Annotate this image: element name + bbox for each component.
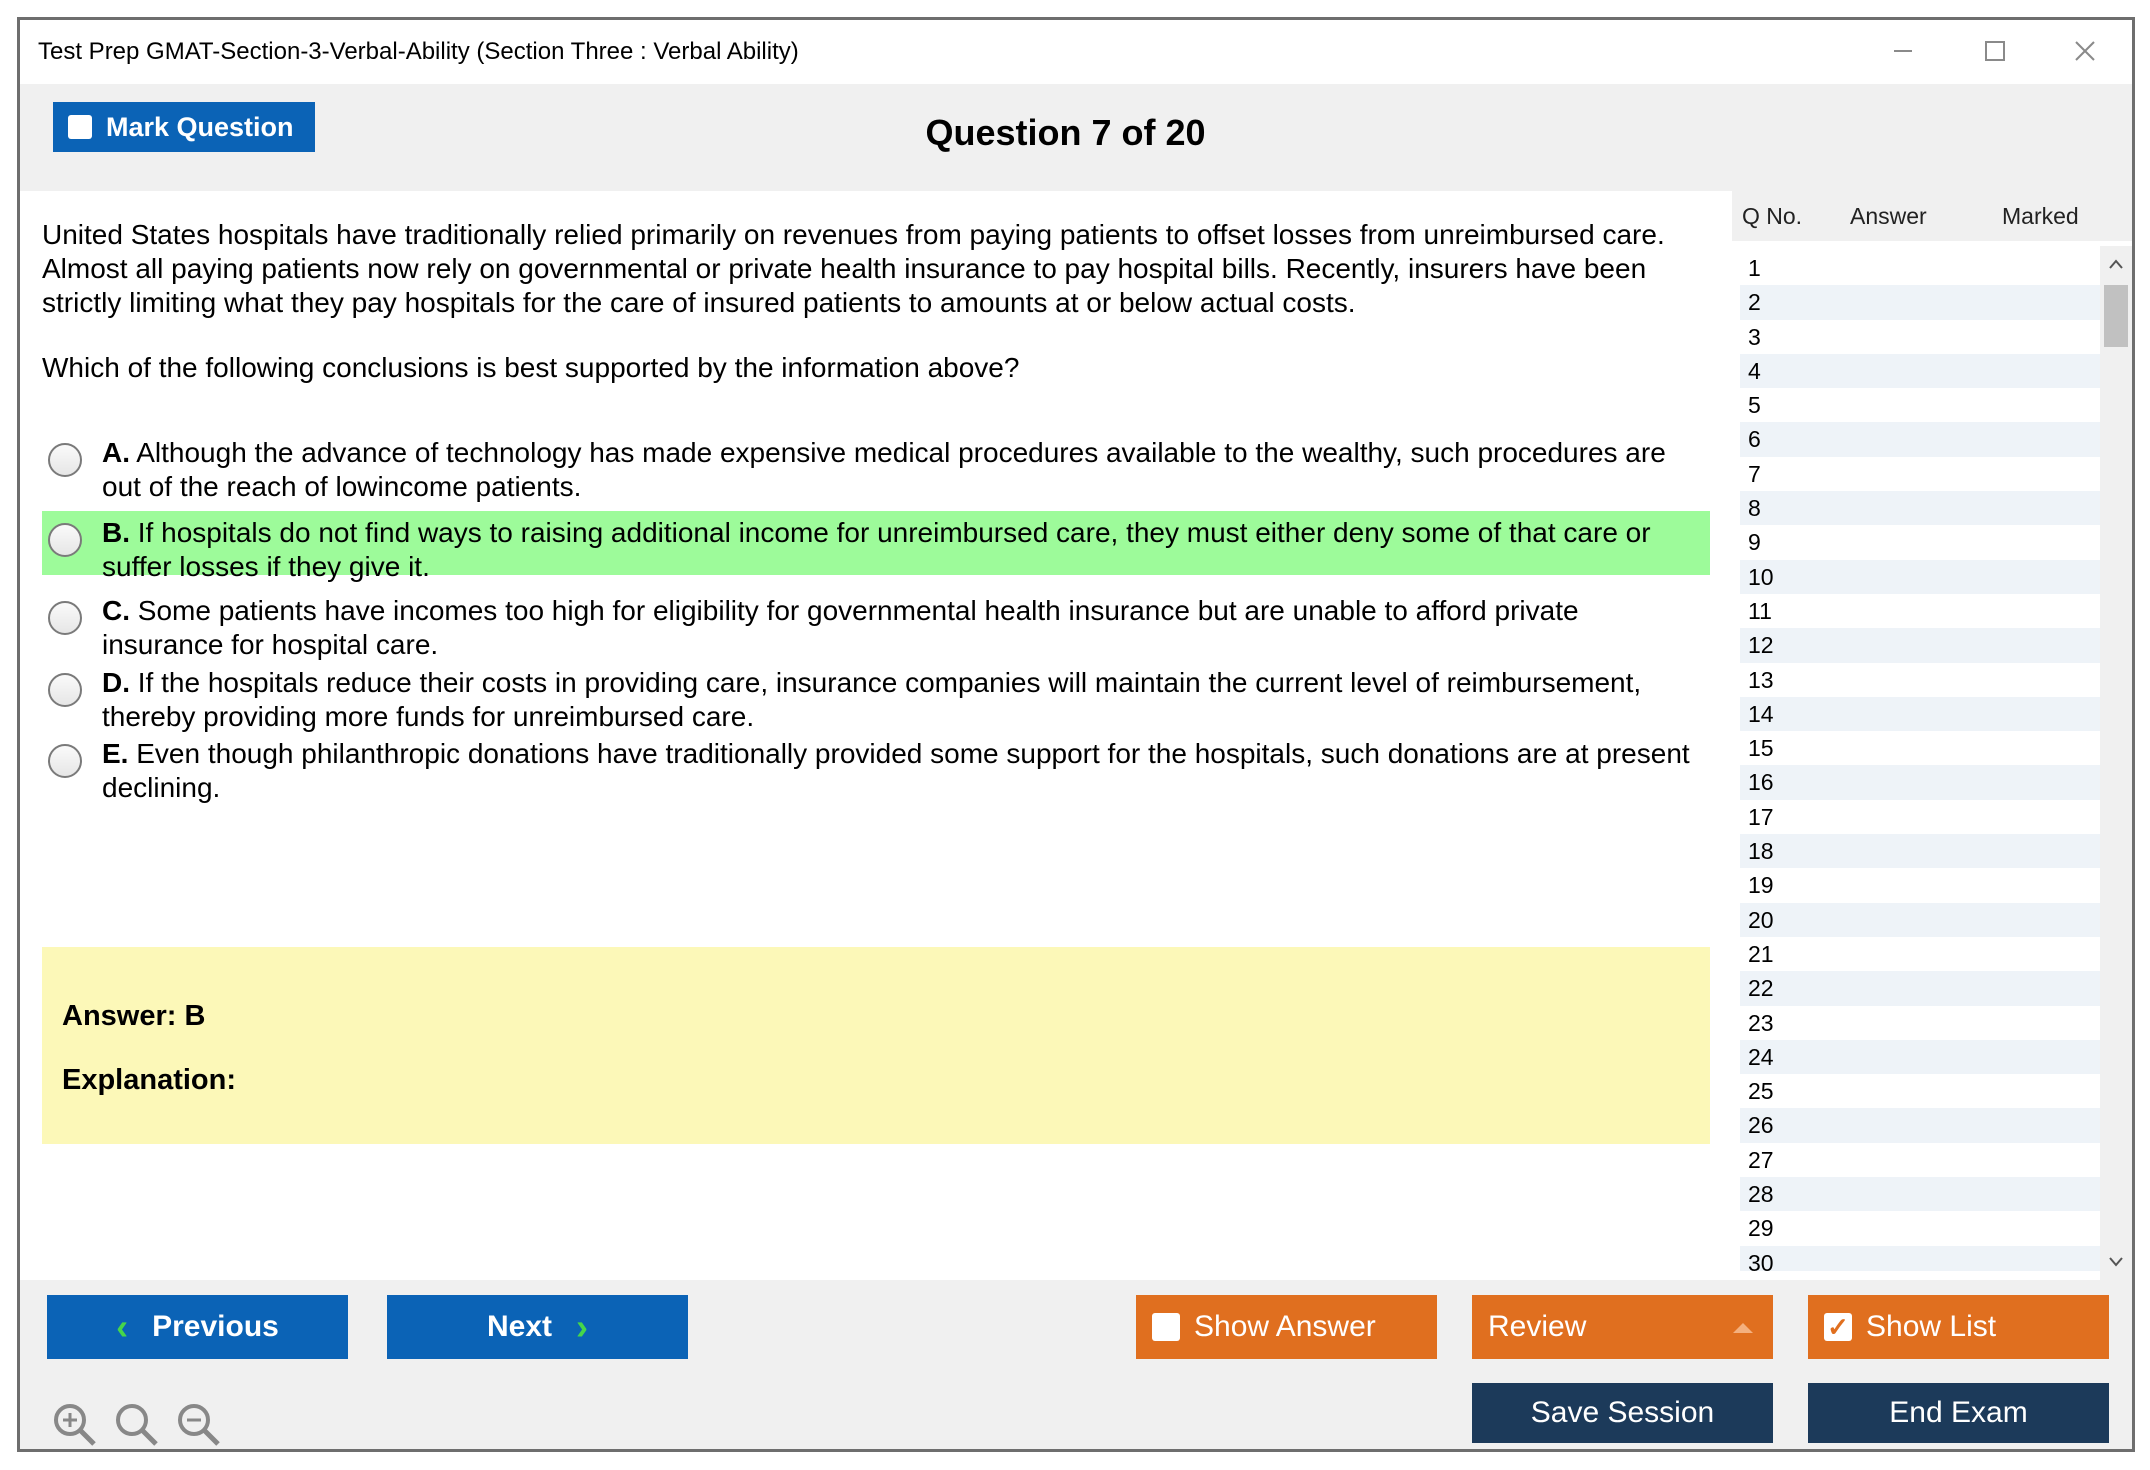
question-list-row[interactable]: 8 <box>1740 491 2100 525</box>
question-list-row[interactable]: 26 <box>1740 1108 2100 1142</box>
radio-button[interactable] <box>48 601 82 635</box>
show-answer-label: Show Answer <box>1194 1310 1376 1343</box>
header-marked[interactable]: Marked <box>2002 203 2079 229</box>
checkbox-icon <box>1152 1313 1180 1341</box>
mark-question-label: Mark Question <box>106 111 294 142</box>
next-button[interactable] <box>387 1295 688 1359</box>
question-list-row[interactable]: 27 <box>1748 1146 1774 1173</box>
question-list-row[interactable]: 11 <box>1748 597 1772 624</box>
option-c[interactable] <box>42 589 1710 667</box>
checkmark-icon: ✓ <box>1824 1313 1852 1341</box>
question-list-row[interactable]: 28 <box>1740 1177 2100 1211</box>
save-session-button[interactable] <box>1472 1383 1773 1443</box>
question-list-row[interactable]: 14 <box>1740 697 2100 731</box>
footer-bar <box>20 1280 2132 1452</box>
option-d[interactable] <box>42 661 1710 739</box>
question-list-row[interactable]: 20 <box>1740 903 2100 937</box>
scroll-down-icon[interactable] <box>2100 1248 2132 1276</box>
question-list-row[interactable]: 25 <box>1748 1078 1774 1105</box>
option-b[interactable] <box>42 511 1710 582</box>
app-window <box>17 17 2135 1452</box>
close-icon[interactable] <box>2050 28 2120 74</box>
review-label: Review <box>1488 1310 1587 1343</box>
question-list-row[interactable]: 17 <box>1748 803 1774 830</box>
option-text: If the hospitals reduce their costs in providing care, insurance companies will maintain the current level of reimbursement, thereby providing more funds for unreimbursed care. <box>102 667 1642 732</box>
question-list-row[interactable]: 13 <box>1748 666 1774 693</box>
question-passage: United States hospitals have traditionally relied primarily on revenues from paying patients to offset losses from unreimbursed care. Almost all paying patients now rely on governmental or private health insurance to pay hospital bills. Recently, insurers have been strictly limiting what they pay hospitals for the care of insured patients to amounts at or below actual costs. <box>42 219 1665 318</box>
scrollbar-thumb[interactable] <box>2104 285 2128 347</box>
question-panel <box>20 191 1732 1280</box>
question-list-row[interactable]: 15 <box>1748 735 1774 762</box>
question-prompt: Which of the following conclusions is best supported by the information above? <box>42 352 1020 383</box>
triangle-up-icon <box>1733 1321 1753 1333</box>
end-exam-label: End Exam <box>1889 1396 2028 1429</box>
question-list-scrollbar[interactable] <box>2100 246 2132 1280</box>
end-exam-button[interactable] <box>1808 1383 2109 1443</box>
question-list-row[interactable]: 10 <box>1740 560 2100 594</box>
option-text: Although the advance of technology has made expensive medical procedures available to the wealthy, such procedures are out of the reach of lowincome patients. <box>102 437 1666 502</box>
option-text: Some patients have incomes too high for eligibility for governmental health insurance but are unable to afford private insurance for hospital care. <box>102 595 1579 660</box>
question-list-row[interactable]: 22 <box>1740 971 2100 1005</box>
radio-button[interactable] <box>48 523 82 557</box>
question-list-row[interactable]: 30 <box>1740 1246 2100 1271</box>
window-title: Test Prep GMAT-Section-3-Verbal-Ability (Section Three : Verbal Ability) <box>38 38 799 65</box>
header-qno[interactable]: Q No. <box>1742 203 1803 229</box>
zoom-in-icon[interactable] <box>50 1400 100 1450</box>
question-list-row[interactable]: 6 <box>1740 422 2100 456</box>
title-bar <box>20 20 2132 84</box>
option-letter: D. <box>102 667 130 698</box>
question-list-row[interactable]: 23 <box>1748 1009 1774 1036</box>
answer-label: Answer: B <box>62 1000 206 1032</box>
question-list-row[interactable]: 24 <box>1740 1040 2100 1074</box>
maximize-icon[interactable] <box>1960 28 2030 74</box>
question-list-row[interactable]: 4 <box>1740 354 2100 388</box>
question-list-row[interactable]: 19 <box>1748 872 1774 899</box>
radio-button[interactable] <box>48 673 82 707</box>
question-list-row[interactable]: 7 <box>1748 460 1761 487</box>
radio-button[interactable] <box>48 443 82 477</box>
radio-button[interactable] <box>48 744 82 778</box>
option-a[interactable] <box>42 431 1710 509</box>
question-heading: Question 7 of 20 <box>925 112 1206 153</box>
zoom-out-icon[interactable] <box>174 1400 224 1450</box>
question-list-panel <box>1732 191 2132 1280</box>
show-answer-button[interactable] <box>1136 1295 1437 1359</box>
answer-panel <box>42 947 1710 1144</box>
question-list-row[interactable]: 18 <box>1740 834 2100 868</box>
zoom-reset-icon[interactable] <box>112 1400 162 1450</box>
question-list-row[interactable]: 3 <box>1748 323 1761 350</box>
question-list-row[interactable]: 1 <box>1748 255 1761 281</box>
scroll-up-icon[interactable] <box>2100 250 2132 278</box>
question-list-row[interactable]: 9 <box>1748 529 1761 556</box>
question-list-header <box>1732 191 2132 241</box>
option-letter: E. <box>102 738 129 769</box>
header-answer[interactable]: Answer <box>1850 203 1927 229</box>
question-list-row[interactable]: 5 <box>1748 392 1761 419</box>
chevron-left-icon: ‹ <box>116 1306 129 1347</box>
next-label: Next <box>486 1310 553 1343</box>
option-letter: A. <box>102 437 130 468</box>
question-list-row[interactable]: 21 <box>1748 940 1774 967</box>
previous-button[interactable] <box>47 1295 348 1359</box>
question-list-rows <box>1740 251 2100 1271</box>
option-letter: C. <box>102 595 130 626</box>
option-text: If hospitals do not find ways to raising additional income for unreimbursed care, they must either deny some of that care or suffer losses if they give it. <box>102 517 1651 582</box>
question-header <box>20 84 2132 191</box>
question-list-row[interactable]: 16 <box>1740 765 2100 799</box>
question-list-row[interactable]: 29 <box>1748 1215 1774 1242</box>
previous-label: Previous <box>152 1310 279 1343</box>
option-text: Even though philanthropic donations have traditionally provided some support for the hospitals, such donations are at present declining. <box>102 738 1690 803</box>
chevron-right-icon: › <box>576 1306 589 1347</box>
review-button[interactable] <box>1472 1295 1773 1359</box>
question-list-row[interactable]: 12 <box>1740 628 2100 662</box>
minimize-icon[interactable] <box>1868 28 1938 74</box>
option-e[interactable] <box>42 732 1710 810</box>
save-session-label: Save Session <box>1530 1396 1715 1429</box>
explanation-label: Explanation: <box>62 1064 237 1096</box>
option-letter: B. <box>102 517 130 548</box>
show-list-label: Show List <box>1866 1310 1997 1343</box>
question-list-row[interactable]: 2 <box>1740 285 2100 319</box>
show-list-button[interactable] <box>1808 1295 2109 1359</box>
